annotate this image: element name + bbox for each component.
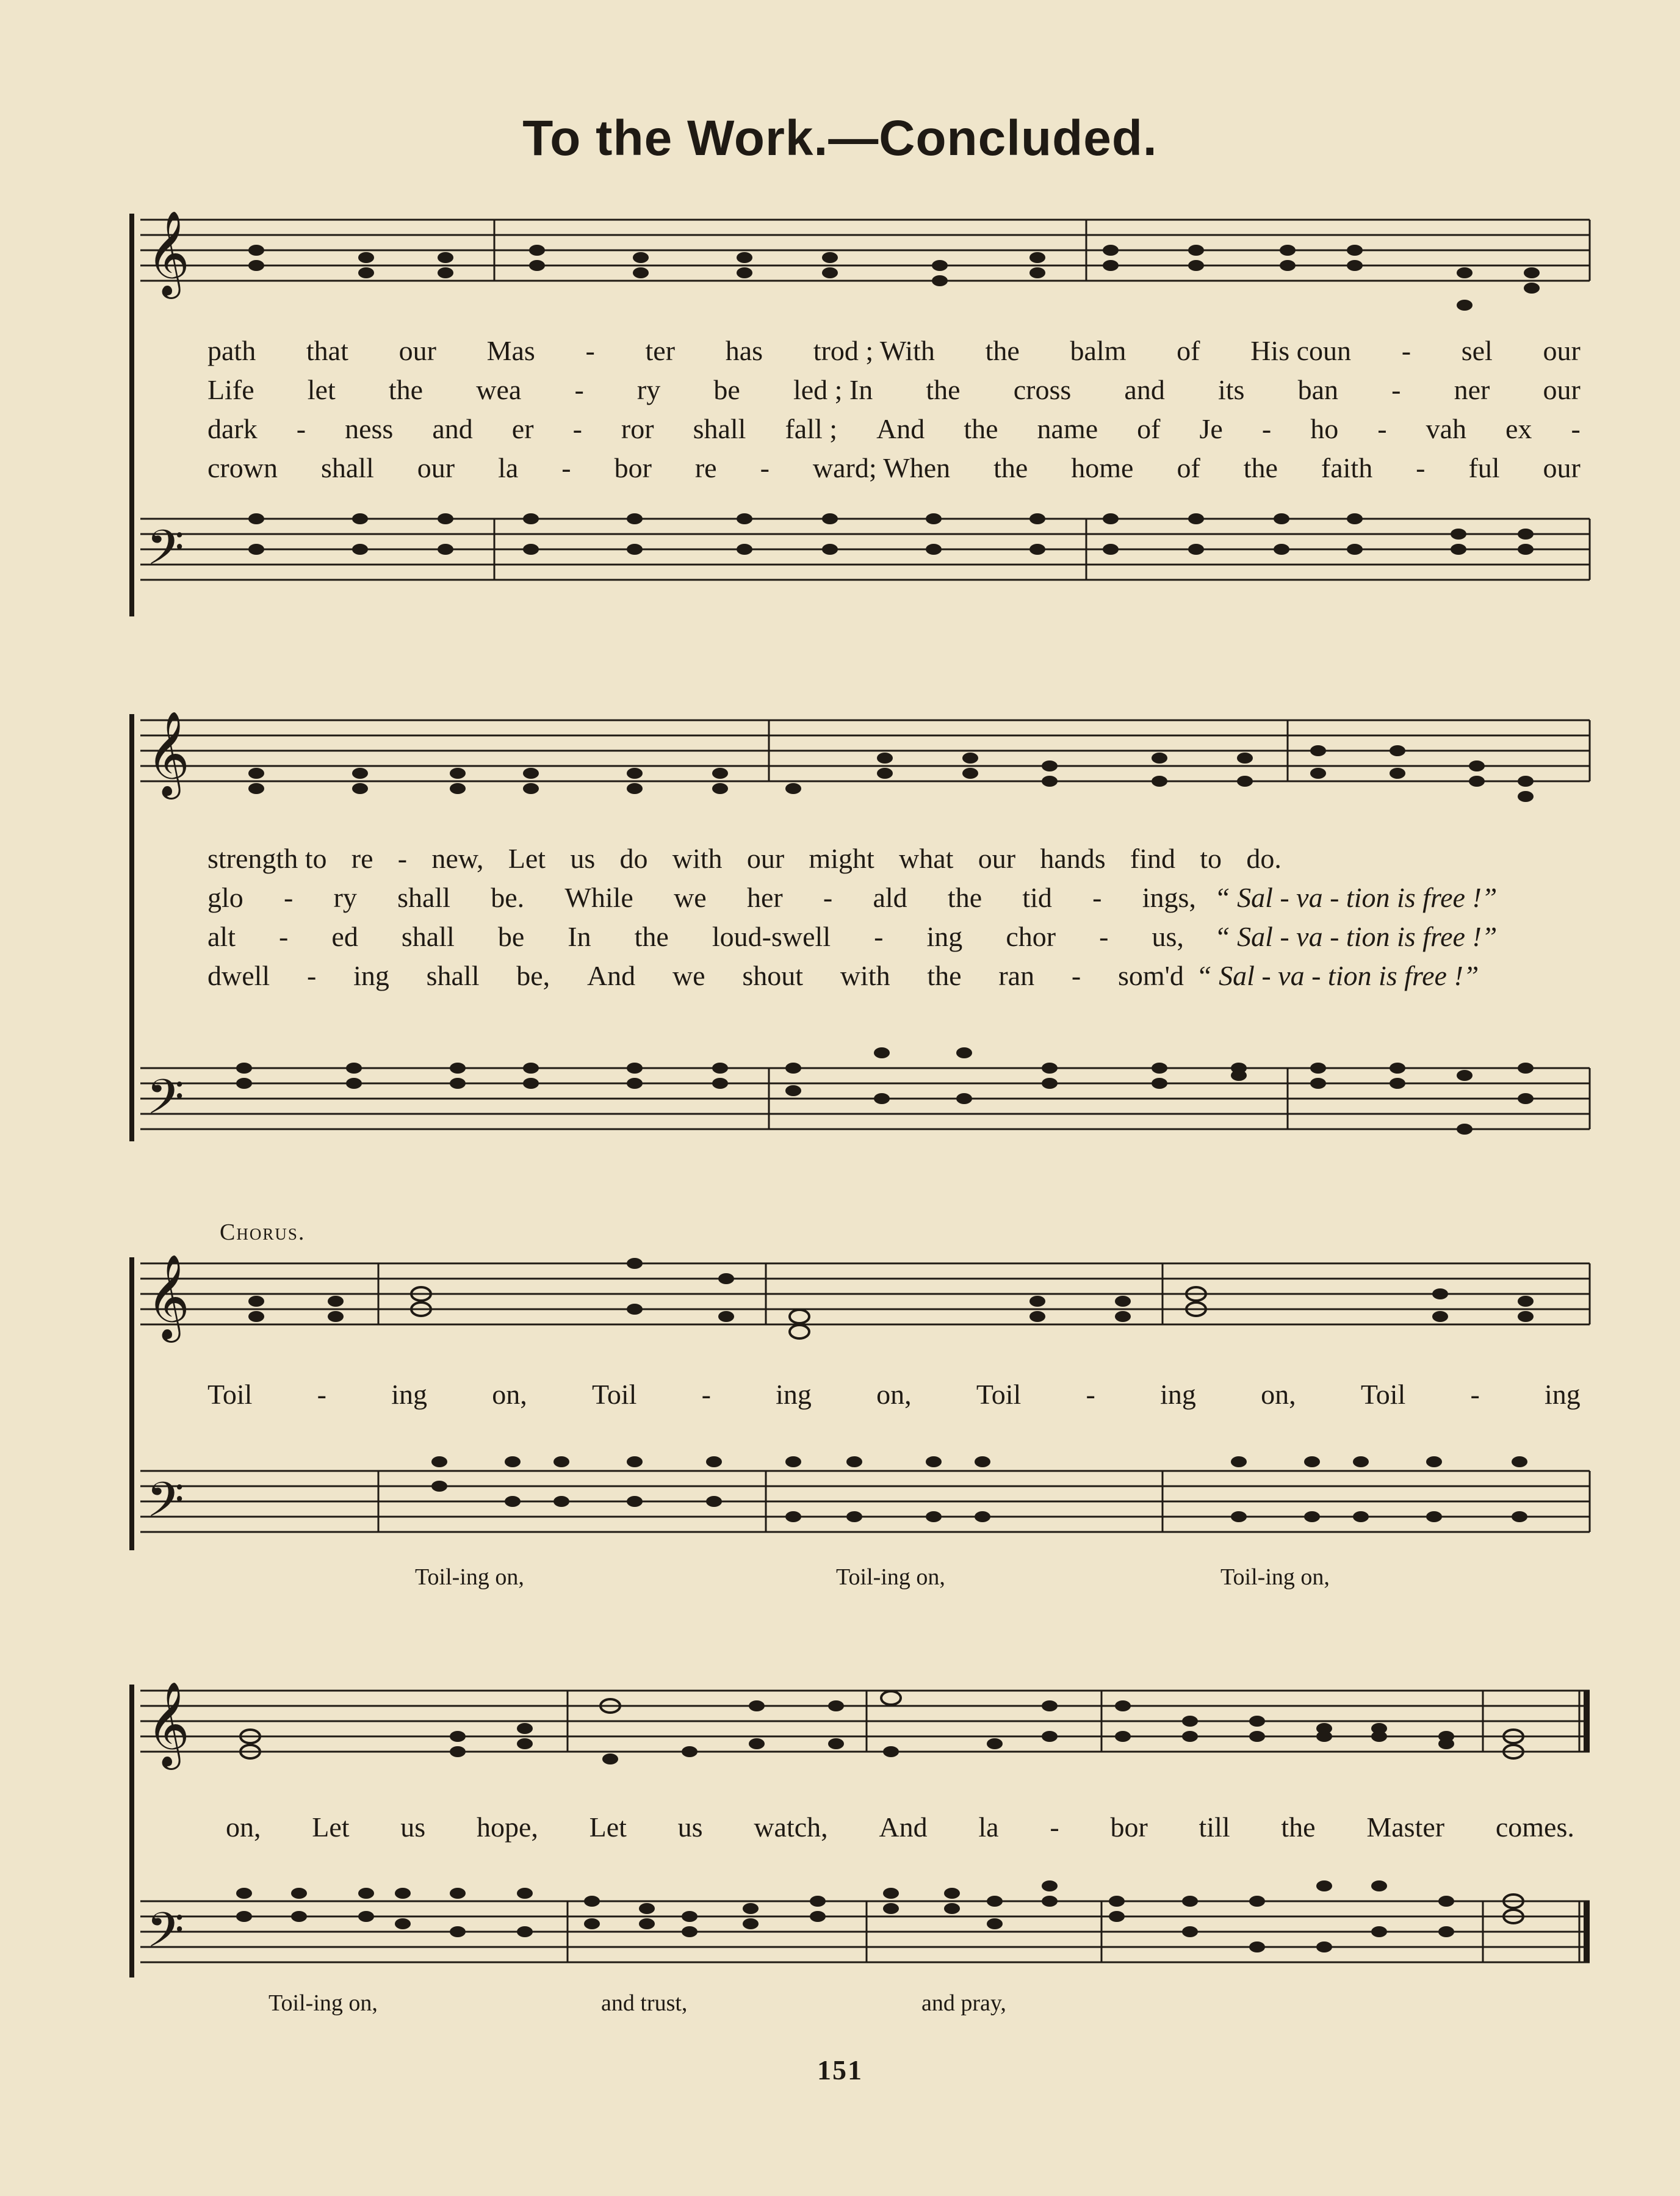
svg-text:𝄢: 𝄢: [146, 1902, 184, 1970]
svg-text:𝄞: 𝄞: [146, 1254, 190, 1339]
svg-text:𝄞: 𝄞: [146, 211, 190, 295]
italic-refrain-4: “ Sal - va - tion is free !”: [1196, 960, 1479, 991]
verse-4-line-2: dwell - ing shall be, And we shout with the ran - som'd: [207, 960, 1184, 991]
verse-3-line-2: alt - ed shall be In the loud-swell - ing chor - us,: [207, 921, 1184, 952]
page-number: 151: [817, 2054, 863, 2086]
verse-2-line-1: Life let the wea - ry be led ; In the cross and its ban - ner our: [207, 374, 1581, 405]
chorus-lyrics-lower-1a: Toil-ing on,: [415, 1564, 524, 1590]
italic-refrain-2: “ Sal - va - tion is free !”: [1214, 882, 1498, 913]
svg-text:𝄢: 𝄢: [146, 1069, 184, 1137]
verse-1-line-2: strength to re - new, Let us do with our might what our hands find to do.: [207, 843, 1282, 874]
svg-text:𝄞: 𝄞: [146, 711, 190, 796]
italic-refrain-3: “ Sal - va - tion is free !”: [1214, 921, 1498, 952]
svg-text:𝄢: 𝄢: [146, 519, 184, 588]
chorus-lyrics-lower-1c: Toil-ing on,: [1220, 1564, 1330, 1590]
verse-4-line-1: crown shall our la - bor re - ward; When the home of the faith - ful our: [207, 452, 1581, 483]
chorus-lyrics-lower-2c: and pray,: [921, 1990, 1006, 2016]
chorus-lyrics-upper-2: on, Let us hope, Let us watch, And la - bor till the Master comes.: [226, 1811, 1574, 1843]
svg-text:𝄢: 𝄢: [146, 1472, 184, 1540]
chorus-lyrics-lower-2a: Toil-ing on,: [269, 1990, 378, 2016]
verse-2-line-2: glo - ry shall be. While we her - ald the tid - ings,: [207, 882, 1196, 913]
chorus-lyrics-lower-1b: Toil-ing on,: [836, 1564, 945, 1590]
svg-text:𝄞: 𝄞: [146, 1681, 190, 1766]
chorus-lyrics-upper-1: Toil - ing on, Toil - ing on, Toil - ing on, Toil - ing: [207, 1379, 1581, 1410]
verse-3-line-1: dark - ness and er - ror shall fall ; And the name of Je - ho - vah ex -: [207, 413, 1581, 444]
chorus-lyrics-lower-2b: and trust,: [601, 1990, 688, 2016]
verse-1-line-1: path that our Mas - ter has trod ; With the balm of His coun - sel our: [207, 335, 1581, 366]
page-title: To the Work.—Concluded.: [522, 110, 1158, 166]
chorus-label: Chorus.: [220, 1219, 306, 1245]
